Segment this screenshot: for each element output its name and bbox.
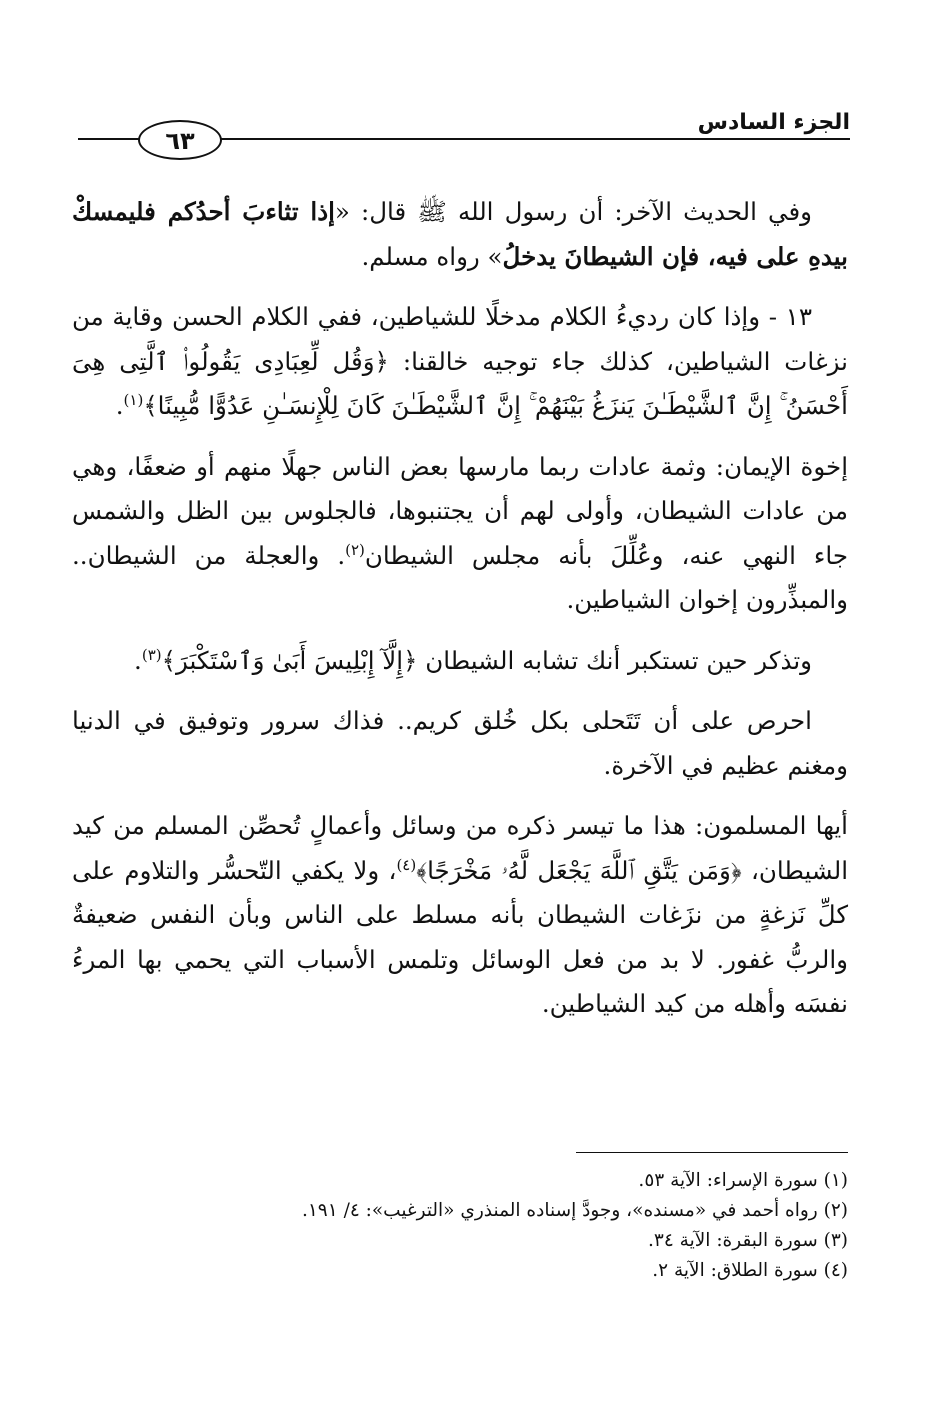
hadith-intro: وفي الحديث الآخر: أن رسول الله ﷺ قال: « xyxy=(334,197,812,226)
paragraph-conclusion xyxy=(72,804,848,1027)
footnote-item: (٣) سورة البقرة: الآية ٣٤. xyxy=(648,1230,848,1251)
footnote-ref-2: (٢) xyxy=(345,540,365,559)
quran-verse-talaq: ﴿وَمَن يَتَّقِ ٱللَّهَ يَجْعَل لَّهُۥ مَخْرَجًا﴾ xyxy=(416,855,742,885)
footnote-ref-1: (١) xyxy=(123,390,144,409)
paragraph-character xyxy=(72,699,848,788)
paragraph-habits-text: إخوة الإيمان: وثمة عادات ربما مارسها بعض الناس جهلًا منهم أو ضعفًا، وهي من عادات الشيطان، وأولى لهم أن يجتنبوها، فالجلوس بين الظل والشمس جاء النهي عنه، وعُلِّلَ بأنه مجلس الشيطان xyxy=(72,451,848,570)
paragraph-habits xyxy=(72,445,848,623)
hadith-source: » رواه مسلم. xyxy=(361,241,503,271)
paragraph-arrogance-end: . xyxy=(134,645,142,675)
footnote-ref-4: (٤) xyxy=(396,855,417,874)
paragraph-habits-rest: . والعجلة من الشيطان.. والمبذِّرون إخوان الشياطين. xyxy=(72,540,848,614)
footnote-divider xyxy=(576,1152,848,1153)
footnote-item: (٤) سورة الطلاق: الآية ٢. xyxy=(652,1260,848,1281)
paragraph-conclusion-rest: ، ولا يكفي التّحسُّر والتلاوم على كلِّ نَزغةٍ من نزَغات الشيطان بأنه مسلط على الناس وبأن النفس ضعيفةٌ والربُّ غفور. لا بد من فعل الوسائل وتلمس الأسباب التي يحمي بها المرءُ نفسَه وأهله من كيد الشياطين. xyxy=(72,855,848,1018)
paragraph-13-text: ١٣ - وإذا كان رديءُ الكلام مدخلًا للشياطين، ففي الكلام الحسن وقاية من نزغات الشياطين، كذلك جاء توجيه خالقنا: xyxy=(72,302,848,376)
chapter-title: الجزء السادس xyxy=(692,110,850,135)
footnote-ref-3: (٣) xyxy=(141,645,162,664)
quran-verse-baqarah: ﴿إِلَّآ إِبْلِيسَ أَبَىٰ وَٱسْتَكْبَرَ﴾ xyxy=(161,645,418,675)
footnote-item: (١) سورة الإسراء: الآية ٥٣. xyxy=(638,1170,848,1191)
main-text xyxy=(72,190,848,1043)
paragraph-arrogance xyxy=(72,639,848,684)
footnote-item: (٢) رواه أحمد في «مسنده»، وجودَّ إسناده المنذري «الترغيب»: ٤/ ١٩١. xyxy=(301,1200,848,1221)
paragraph-hadith xyxy=(72,190,848,279)
footnotes xyxy=(148,1166,848,1286)
page-header xyxy=(78,108,850,154)
paragraph-character-text: احرص على أن تَتَحلى بكل خُلق كريم.. فذاك سرور وتوفيق في الدنيا ومغنم عظيم في الآخرة. xyxy=(72,706,848,780)
paragraph-13-end: . xyxy=(115,391,124,420)
paragraph-13 xyxy=(72,295,848,429)
paragraph-arrogance-text: وتذكر حين تستكبر أنك تشابه الشيطان xyxy=(417,645,812,675)
page-number: ٦٣ xyxy=(138,120,222,160)
hadith-text: إذا تثاءبَ أحدُكم فليمسكْ بيدهِ على فيه، فإن الشيطانَ يدخلُ xyxy=(72,197,848,271)
quran-verse-isra: ﴿وَقُل لِّعِبَادِى يَقُولُوا۟ ٱلَّتِى هِىَ أَحْسَنُ ۚ إِنَّ ٱلشَّيْطَـٰنَ يَنزَغُ بَيْنَهُمْ ۚ إِنَّ ٱلشَّيْطَـٰنَ كَانَ لِلْإِنسَـٰنِ عَدُوًّا مُّبِينًا﴾ xyxy=(72,346,848,420)
paragraph-conclusion-text: أيها المسلمون: هذا ما تيسر ذكره من وسائل وأعمالٍ تُحصِّن المسلم من كيد الشيطان، xyxy=(72,811,849,885)
